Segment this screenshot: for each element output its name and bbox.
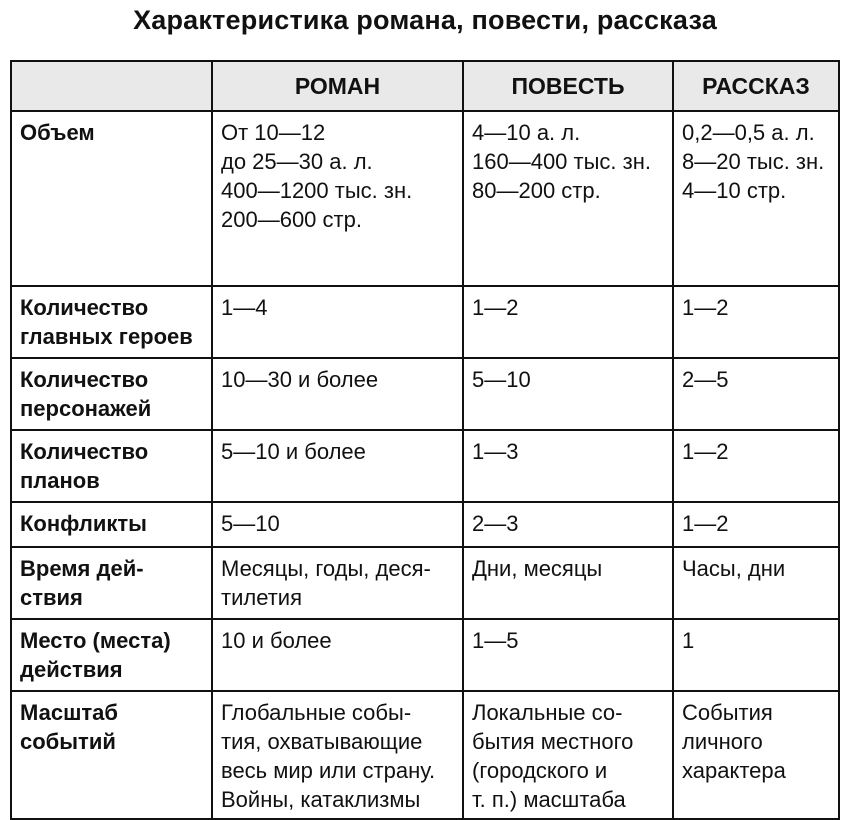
cell-line: тилетия	[221, 585, 302, 610]
row-header-action-place	[11, 619, 212, 691]
cell-line: От 10—12	[221, 120, 326, 145]
row-header-line: главных героев	[20, 324, 193, 349]
cell-action-time-novella	[463, 547, 673, 619]
cell-line: Часы, дни	[682, 556, 786, 581]
cell-plans-novel	[212, 430, 463, 502]
cell-line: Дни, месяцы	[472, 556, 603, 581]
row-header-line: планов	[20, 468, 100, 493]
cell-characters-novel	[212, 358, 463, 430]
row-header-line: Объем	[20, 120, 95, 145]
cell-line: 5—10	[221, 511, 280, 536]
row-header-conflicts	[11, 502, 212, 547]
cell-line: (городского и	[472, 758, 608, 783]
table-row	[11, 691, 839, 819]
cell-line: 4—10 стр.	[682, 178, 787, 203]
table-row	[11, 502, 839, 547]
table-row	[11, 358, 839, 430]
cell-line: 160—400 тыс. зн.	[472, 149, 651, 174]
cell-line: 1—2	[682, 295, 729, 320]
cell-conflicts-novel	[212, 502, 463, 547]
row-header-line: действия	[20, 657, 123, 682]
table-row	[11, 547, 839, 619]
cell-volume-story	[673, 111, 839, 286]
cell-line: Войны, катаклизмы	[221, 787, 421, 812]
header-corner-cell	[11, 61, 212, 111]
cell-characters-novella	[463, 358, 673, 430]
cell-main-heroes-novel	[212, 286, 463, 358]
row-header-line: Количество	[20, 295, 149, 320]
cell-line: События	[682, 700, 773, 725]
cell-line: 5—10 и более	[221, 439, 366, 464]
cell-line: 5—10	[472, 367, 531, 392]
cell-plans-story	[673, 430, 839, 502]
cell-line: 1—2	[682, 511, 729, 536]
cell-line: 1—2	[472, 295, 519, 320]
cell-line: Глобальные собы-	[221, 700, 412, 725]
cell-line: Месяцы, годы, деся-	[221, 556, 431, 581]
row-header-line: Количество	[20, 367, 149, 392]
cell-line: 200—600 стр.	[221, 207, 362, 232]
cell-line: 0,2—0,5 а. л.	[682, 120, 815, 145]
cell-characters-story	[673, 358, 839, 430]
cell-line: 1—2	[682, 439, 729, 464]
cell-line: 4—10 а. л.	[472, 120, 581, 145]
column-header-novella: ПОВЕСТЬ	[463, 61, 673, 111]
page-title: Характеристика романа, повести, рассказа	[133, 5, 717, 35]
cell-events-scale-novella	[463, 691, 673, 819]
cell-line: 10—30 и более	[221, 367, 379, 392]
table-row	[11, 111, 839, 286]
row-header-action-time	[11, 547, 212, 619]
cell-line: 8—20 тыс. зн.	[682, 149, 825, 174]
cell-line: 1—4	[221, 295, 268, 320]
row-header-characters	[11, 358, 212, 430]
table-row	[11, 619, 839, 691]
row-header-volume	[11, 111, 212, 286]
table-row	[11, 430, 839, 502]
cell-action-place-novel	[212, 619, 463, 691]
cell-events-scale-novel	[212, 691, 463, 819]
row-header-line: ствия	[20, 585, 83, 610]
cell-line: характера	[682, 758, 786, 783]
cell-conflicts-story	[673, 502, 839, 547]
cell-line: до 25—30 а. л.	[221, 149, 373, 174]
cell-line: бытия местного	[472, 729, 634, 754]
row-header-plans	[11, 430, 212, 502]
row-header-line: персонажей	[20, 396, 152, 421]
row-header-line: Конфликты	[20, 511, 147, 536]
cell-line: 80—200 стр.	[472, 178, 601, 203]
row-header-main-heroes	[11, 286, 212, 358]
header-row	[11, 61, 839, 111]
cell-action-place-novella	[463, 619, 673, 691]
cell-action-time-story	[673, 547, 839, 619]
cell-line: 400—1200 тыс. зн.	[221, 178, 413, 203]
cell-line: 1	[682, 628, 695, 653]
column-header-story: РАССКАЗ	[673, 61, 839, 111]
row-header-line: Место (места)	[20, 628, 171, 653]
comparison-table	[10, 60, 840, 820]
row-header-line: Количество	[20, 439, 149, 464]
cell-action-time-novel	[212, 547, 463, 619]
cell-main-heroes-story	[673, 286, 839, 358]
cell-line: 1—5	[472, 628, 519, 653]
cell-volume-novella	[463, 111, 673, 286]
cell-line: т. п.) масштаба	[472, 787, 626, 812]
cell-events-scale-story	[673, 691, 839, 819]
row-header-line: событий	[20, 729, 116, 754]
row-header-line: Масштаб	[20, 700, 119, 725]
cell-conflicts-novella	[463, 502, 673, 547]
row-header-events-scale	[11, 691, 212, 819]
cell-line: весь мир или страну.	[221, 758, 436, 783]
cell-main-heroes-novella	[463, 286, 673, 358]
cell-volume-novel	[212, 111, 463, 286]
row-header-line: Время дей-	[20, 556, 144, 581]
table-row	[11, 286, 839, 358]
cell-action-place-story	[673, 619, 839, 691]
cell-line: личного	[682, 729, 763, 754]
cell-plans-novella	[463, 430, 673, 502]
cell-line: 2—5	[682, 367, 729, 392]
cell-line: тия, охватывающие	[221, 729, 423, 754]
cell-line: 2—3	[472, 511, 519, 536]
cell-line: 1—3	[472, 439, 519, 464]
column-header-novel: РОМАН	[212, 61, 463, 111]
cell-line: 10 и более	[221, 628, 332, 653]
cell-line: Локальные со-	[472, 700, 623, 725]
